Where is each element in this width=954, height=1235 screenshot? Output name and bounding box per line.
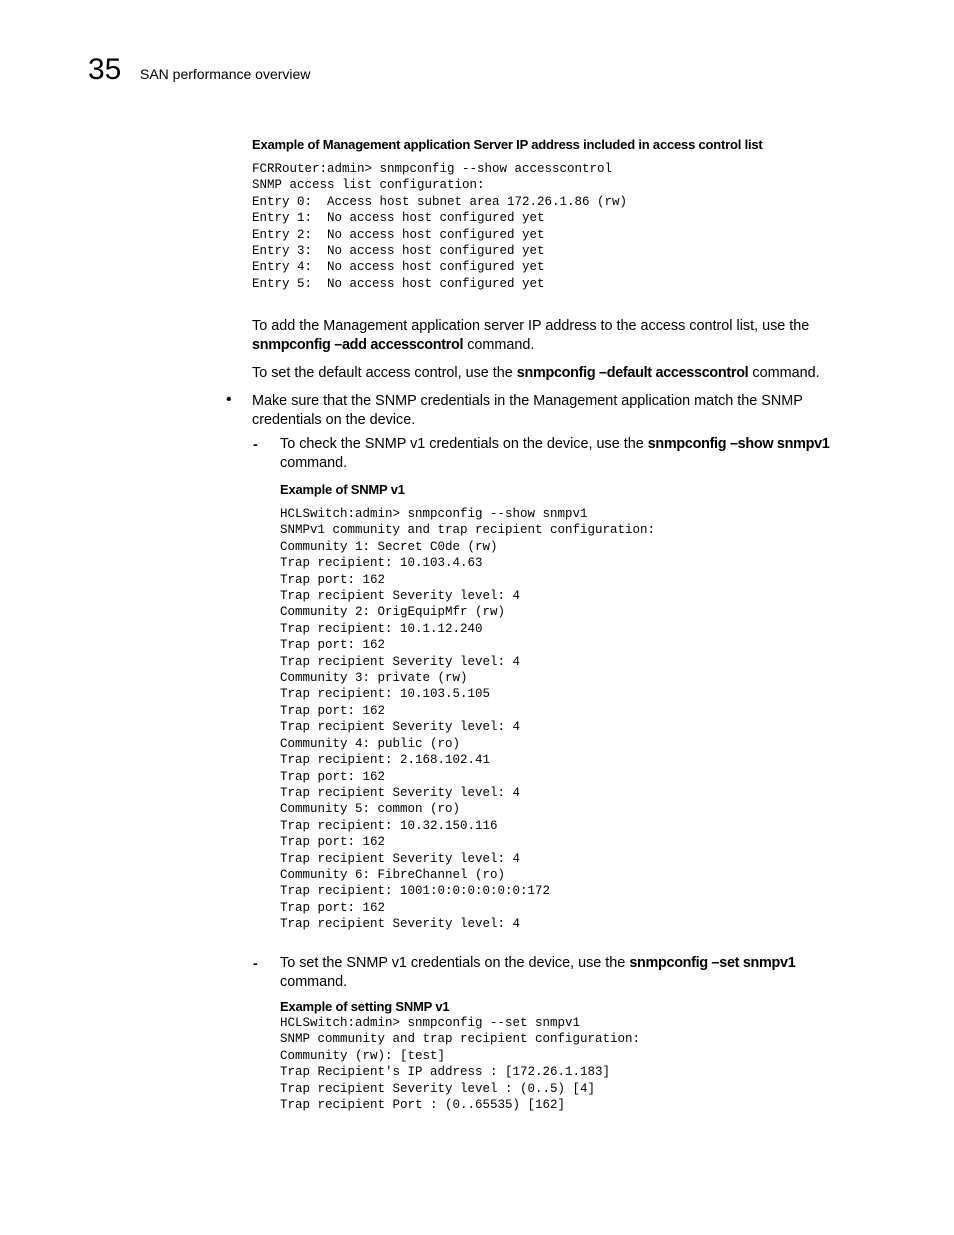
- check-paragraph-suffix: command.: [280, 454, 348, 471]
- default-paragraph-suffix: command.: [748, 365, 820, 381]
- chapter-number: 35: [88, 53, 122, 86]
- show-snmpv1-command: snmpconfig –show snmpv1: [647, 436, 830, 452]
- check-paragraph-text: To check the SNMP v1 credentials on the device, use the: [280, 436, 648, 452]
- add-paragraph-text: To add the Management application server IP address to the access control list, use the: [252, 318, 810, 334]
- check-snmpv1-paragraph: [280, 435, 850, 472]
- snmpv1-set-code-block: HCLSwitch:admin> snmpconfig --set snmpv1 SNMP community and trap recipient configuration: Community (rw): [test] Trap Recipient's IP address : [172.26.1.183] Trap recipient Severity level : (0..5) [4] Trap recipient Port : (0..65535) [162]: [280, 1016, 641, 1113]
- set-snmpv1-command: snmpconfig –set snmpv1: [629, 955, 796, 971]
- snmpv1-show-code-block: HCLSwitch:admin> snmpconfig --show snmpv1 SNMPv1 community and trap recipient configuration: Community 1: Secret C0de (rw) Trap recipient: 10.103.4.63 Trap port: 162 Trap recipient Severity level: 4 Community 2: OrigEquipMfr (rw) Trap recipient: 10.1.12.240 Trap port: 162 Trap recipient Severity level: 4 Community 3: private (rw) Trap recipient: 10.103.5.105 Trap port: 162 Trap recipient Severity level: 4 Community 4: public (ro) Trap recipient: 2.168.102.41 Trap port: 162 Trap recipient Severity level: 4 Community 5: common (ro) Trap recipient: 10.32.150.116 Trap port: 162 Trap recipient Severity level: 4 Community 6: FibreChannel (ro) Trap recipient: 1001:0:0:0:0:0:0:172 Trap port: 162 Trap recipient Severity level: 4: [280, 507, 656, 932]
- dash-icon: -: [253, 436, 258, 452]
- default-accesscontrol-command: snmpconfig –default accesscontrol: [516, 365, 749, 381]
- add-accesscontrol-command: snmpconfig –add accesscontrol: [252, 336, 464, 353]
- set-snmpv1-paragraph: [280, 954, 850, 991]
- snmp-credentials-bullet-text: Make sure that the SNMP credentials in the Management application match the SNMP credentials on the device.: [252, 393, 803, 428]
- set-paragraph-suffix: command.: [280, 973, 348, 990]
- bullet-icon: •: [226, 391, 232, 408]
- example-access-control-caption: Example of Management application Server IP address included in access control list: [252, 137, 763, 152]
- chapter-title: SAN performance overview: [140, 66, 311, 82]
- add-accesscontrol-paragraph: [252, 317, 842, 354]
- set-paragraph-text: To set the SNMP v1 credentials on the device, use the: [280, 955, 630, 971]
- example-snmpv1-caption: Example of SNMP v1: [280, 482, 405, 497]
- default-accesscontrol-paragraph: [252, 364, 852, 383]
- access-control-code-block: FCRRouter:admin> snmpconfig --show accesscontrol SNMP access list configuration: Entry 0: Access host subnet area 172.26.1.86 (rw) Entry 1: No access host configured yet Entry 2: No access host configured yet Entry 3: No access host configured yet Entry 4: No access host configured yet Entry 5: No access host configured yet: [252, 162, 628, 291]
- example-setting-snmpv1-caption: Example of setting SNMP v1: [280, 999, 450, 1014]
- dash-icon: -: [253, 955, 258, 971]
- default-paragraph-text: To set the default access control, use the: [252, 365, 517, 381]
- add-paragraph-suffix: command.: [463, 336, 535, 353]
